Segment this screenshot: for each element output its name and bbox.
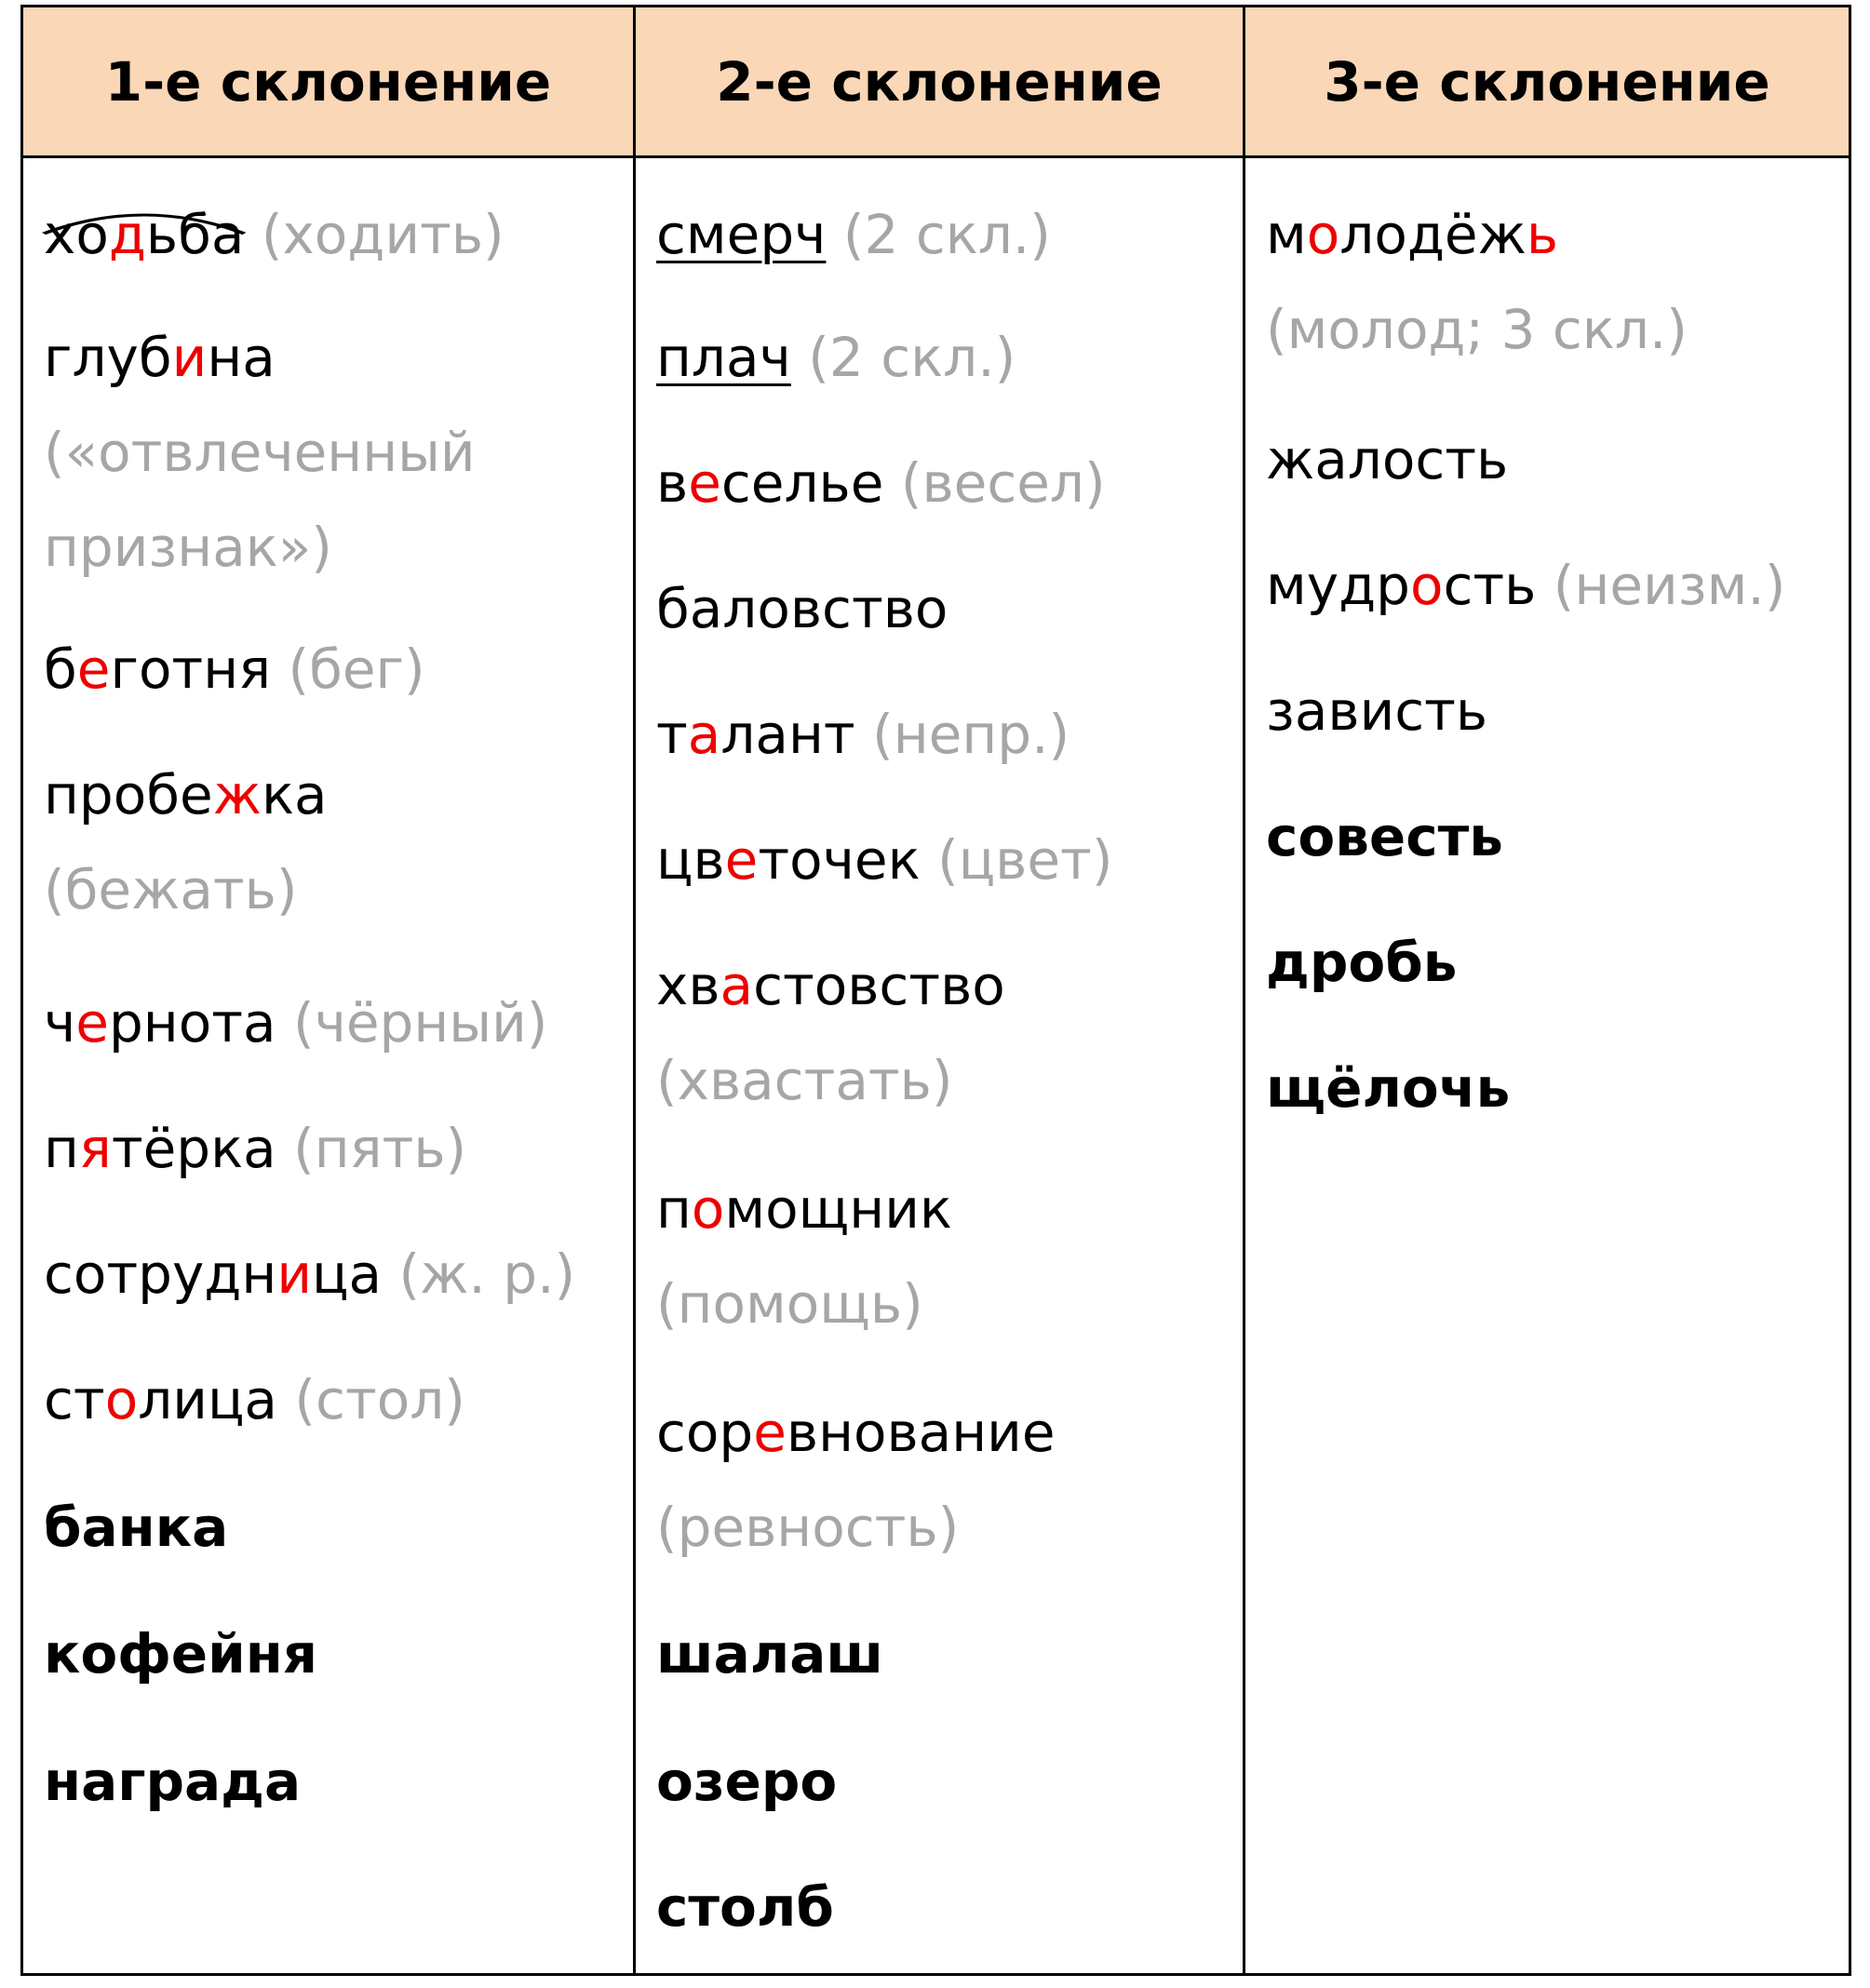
header-first-declension: 1-е склонение [23, 7, 633, 158]
column-third-declension [1243, 7, 1849, 1973]
word: смерч [656, 203, 827, 266]
word: баловство [656, 577, 948, 640]
word: мудрость [1266, 554, 1537, 617]
word: цветочек [656, 828, 921, 892]
word: зависть [1266, 679, 1488, 743]
word: жалость [1266, 428, 1509, 491]
word: ходьба [44, 203, 245, 266]
word-note: (2 скл.) [842, 203, 1051, 266]
word-entry [1266, 664, 1837, 759]
word-entry [656, 813, 1231, 907]
word-note: (стол) [294, 1368, 465, 1431]
word-entry [44, 747, 622, 937]
word-entry [656, 938, 1231, 1128]
bold-word: столб [656, 1875, 834, 1939]
bold-word: банка [44, 1496, 229, 1559]
column-second-declension [633, 7, 1243, 1973]
word: сотрудница [44, 1242, 383, 1306]
word-note: (ж. р.) [398, 1242, 576, 1306]
declension-table [20, 5, 1851, 1976]
word-note: (молод; 3 скл.) [1266, 298, 1688, 361]
word-entry [44, 1101, 622, 1196]
word-entry [44, 1352, 622, 1447]
word-note: (неизм.) [1553, 554, 1786, 617]
word-entry [656, 310, 1231, 405]
bold-word: шалаш [656, 1622, 883, 1686]
word: талант [656, 703, 855, 766]
word-entry [44, 187, 622, 282]
word-entry [44, 1227, 622, 1322]
word-note: (чёрный) [292, 991, 548, 1054]
word: молодёжь [1266, 203, 1559, 266]
word-entry [656, 1162, 1231, 1351]
word: пробежка [44, 763, 328, 826]
word: глубина [44, 326, 276, 389]
word: хвастовство [656, 954, 1005, 1017]
word-note: (бег) [288, 638, 425, 701]
bold-word: озеро [656, 1750, 838, 1813]
word-entry [44, 622, 622, 717]
word-entry [656, 436, 1231, 531]
word-note: (непр.) [872, 703, 1070, 766]
word-entry [1266, 187, 1837, 377]
word: веселье [656, 451, 884, 515]
word-note: (ходить) [261, 203, 504, 266]
word: пятёрка [44, 1117, 276, 1180]
column-first-declension [23, 7, 633, 1973]
word: столица [44, 1368, 277, 1431]
header-third-declension: 3-е склонение [1245, 7, 1849, 158]
bold-word: награда [44, 1750, 302, 1813]
word-entry [44, 310, 622, 595]
bold-word: кофейня [44, 1622, 318, 1686]
word-entry [44, 975, 622, 1070]
word-note: (2 скл.) [808, 326, 1016, 389]
word-entry [1266, 538, 1837, 633]
root-arc-icon [44, 206, 244, 234]
word-note: (пять) [293, 1117, 467, 1180]
word: беготня [44, 638, 272, 701]
word-note: (бежать) [44, 858, 298, 921]
word-note: (хвастать) [656, 1049, 953, 1112]
word-note: (весел) [900, 451, 1106, 515]
bold-word: щёлочь [1266, 1056, 1511, 1120]
word: плач [656, 326, 791, 389]
word-entry [656, 1385, 1231, 1575]
word-note: (цвет) [937, 828, 1113, 892]
word-note: (ревность) [656, 1496, 960, 1559]
word-note: («отвлеченный признак») [44, 421, 476, 579]
word: чернота [44, 991, 276, 1054]
word-entry [656, 561, 1231, 656]
word-entry [656, 187, 1231, 282]
header-second-declension: 2-е склонение [636, 7, 1243, 158]
word: соревнование [656, 1401, 1056, 1464]
word: помощник [656, 1177, 952, 1241]
word-entry [1266, 412, 1837, 507]
bold-word: дробь [1266, 931, 1458, 994]
bold-word: совесть [1266, 805, 1503, 868]
word-entry [656, 687, 1231, 782]
word-note: (помощь) [656, 1272, 923, 1336]
